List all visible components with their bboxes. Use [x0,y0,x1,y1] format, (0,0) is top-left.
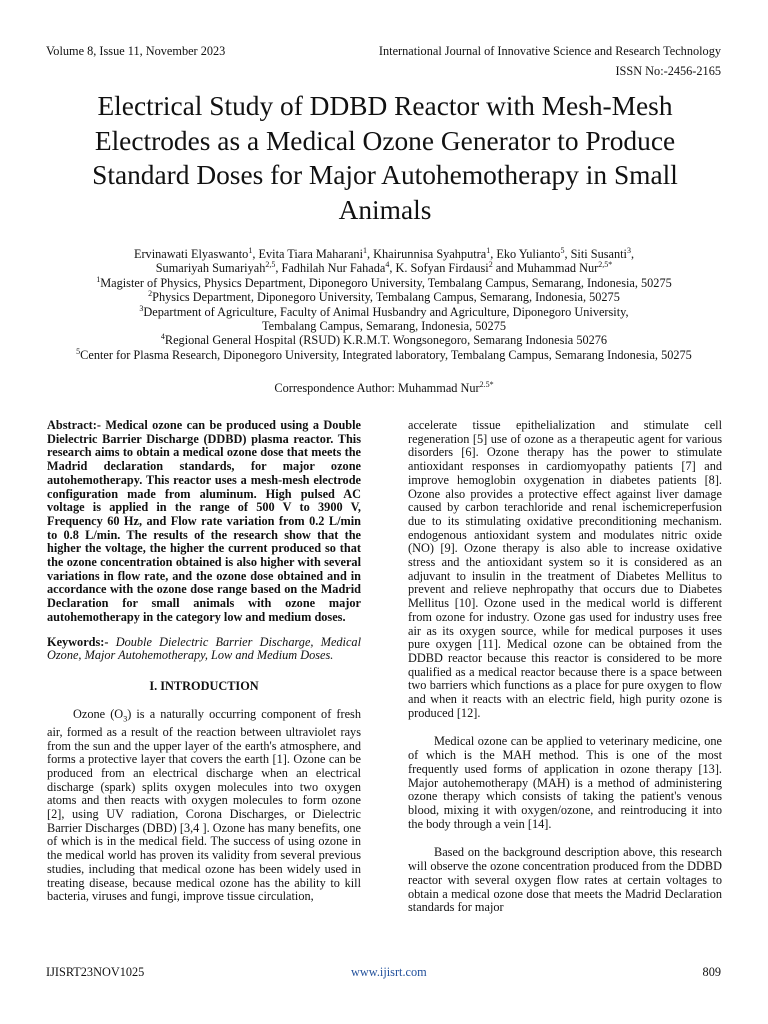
author-affiliation-mark: 5 [560,245,565,255]
issn-number: ISSN No:-2456-2165 [615,64,721,78]
journal-volume-info: Volume 8, Issue 11, November 2023 [46,44,226,58]
affiliation-mark: 5 [76,346,81,356]
page-number: 809 [702,965,721,979]
author-name: , Evita Tiara Maharani [252,247,363,261]
intro-text: ) is a naturally occurring component of fresh air, formed as a result of the reaction between ultraviolet rays from the sun and the upper layer of the earth's atmosphere, and forms a protective layer that covers the earth [1]. Ozone can be produced from an electrical discharge when an electrical discharge (spark) splits oxygen molecules into two oxygen atoms and then reacts with oxygen molecules to form ozone [2], using UV radiation, Corona Discharges, or Dielectric Barrier Discharges (DBD) [3,4 ]. Ozone has many benefits, one of which is in the medical field. The success of using ozone in the medical world has proven its validity from several previous studies, including that medical ozone has been widely used in treating disease, because medical ozone has the ability to kill bacteria, viruses and fungi, improve tissue circulation, [47,706,361,904]
author-affiliation-mark: 2 [488,260,493,270]
affiliation-5 [30,348,738,362]
body-paragraph: accelerate tissue epithelialization and stimulate cell regeneration [5] use of ozone as a therapeutic agent for various disorders [6]. Ozone therapy has the power to stimulate antioxidant responses in cardiomyopathy patients [7] and improve hemoglobin oxygenation in diabetes patients [8]. Ozone also provides a protective effect against liver damage caused by carbon terachloride and renal ischemicreperfusion due to its stimulating oxidative preconditioning mechanism. endogenous antioxidant system and modulates nitric oxide (NO) [9]. Ozone therapy is also able to increase oxidative stress and the antioxidant system so it is considered as an adjuvant to insulin in the treatment of Diabetes Mellitus to prevent and relieve nephropathy that occurs due to Diabetes Mellitus [10]. Ozone used in the medical world is different from ozone for industry. Ozone gas used for industry uses free air as its oxygen source, while for medical purposes it uses pure oxygen [11]. Medical ozone can be obtained from the DDBD reactor because this reactor is considered to be more qualified as a medical reactor because there is a space between two barriers which functions as a place for pure oxygen to flow and when it reacts with an electric field, high purity ozone is produced [12]. [408,418,722,720]
author-affiliation-mark: 2,5 [265,260,276,270]
paper-title: Electrical Study of DDBD Reactor with Mesh-Mesh Electrodes as a Medical Ozone Generator to Produce Standard Doses for Major Autohemotherapy in Small Animals [92,91,678,225]
affiliation-3 [30,305,738,319]
section-heading-introduction: I. INTRODUCTION [149,678,259,693]
keywords-label: Keywords:- [47,634,109,649]
affiliation-mark: 3 [139,303,144,313]
affiliation-text: Department of Agriculture, Faculty of Animal Husbandry and Agriculture, Diponegoro University, [143,304,629,319]
affiliation-mark: 1 [96,274,101,284]
author-name: , Fadhilah Nur Fahada [275,261,386,276]
author-name: and Muhammad Nur [492,261,599,276]
right-column [408,419,722,915]
affiliation-1 [30,276,738,290]
affiliation-text: Magister of Physics, Physics Department, Diponegoro University, Tembalang Campus, Semarang, Indonesia, 50275 [100,275,672,290]
author-affiliation-mark: 4 [385,260,390,270]
correspondence-text: Correspondence Author: Muhammad Nur [274,381,480,396]
author-name: Sumariyah Sumariyah [155,261,266,276]
author-line-2 [30,261,738,275]
author-block [30,247,738,396]
abstract: Abstract:- Medical ozone can be produced using a Double Dielectric Barrier Discharge (DDBD) plasma reactor. This research aims to obtain a medical ozone dose that meets the Madrid declaration standards, for major ozone autohemotherapy. This reactor uses a mesh-mesh electrode configuration made from aluminum. High pulsed AC voltage is applied in the range of 500 V to 3900 V, Frequency 60 Hz, and Flow rate variation from 0.2 L/min to 0.8 L/min. The results of the research show that the higher the voltage, the higher the current produced so that the ozone concentration obtained is also higher with several variations in flow rate, and the ozone dose obtained and in accordance with the ozone dose range based on the Madrid Declaration for small animals with ozone major autohemotherapy in the category low and medium doses. [47,418,361,624]
article-id: IJISRT23NOV1025 [46,965,145,979]
affiliation-mark: 4 [160,332,165,342]
journal-name: International Journal of Innovative Science and Research Technology [378,44,721,58]
left-column [47,419,361,904]
chemical-subscript: 3 [123,714,128,724]
author-affiliation-mark: 3 [626,245,631,255]
keywords [47,636,361,663]
author-name: , Eko Yulianto [490,247,561,261]
author-affiliation-mark: 1 [363,245,367,255]
author-name: , Khairunnisa Syahputra [367,247,487,261]
affiliation-text: Regional General Hospital (RSUD) K.R.M.T. Wongsonegoro, Semarang Indonesia 50276 [164,333,608,348]
body-paragraph: Based on the background description above, this research will observe the ozone concentration produced from the DDBD reactor with several oxygen flow rates at certain voltages to obtain a medical ozone dose that meets the Madrid Declaration standards for major [408,845,722,915]
affiliation-text: Center for Plasma Research, Diponegoro University, Integrated laboratory, Tembalang Campus, Semarang Indonesia, 50275 [80,347,692,362]
author-line-1: Ervinawati Elyaswanto$^1$, Evita Tiara Maharani$^1$, Khairunnisa Syahputra$^1$, Eko Yulianto$^5$, Siti Susanti$^3$, [133,245,635,261]
intro-text: Ozone (O [73,706,124,721]
affiliation-2 [30,290,738,304]
author-affiliation-mark: 2,5* [598,260,613,270]
affiliation-mark: 2 [148,289,153,299]
intro-paragraph [47,708,361,904]
body-paragraph: Medical ozone can be applied to veterinary medicine, one of which is the MAH method. This is one of the most frequently used forms of application in ozone therapy [13]. Major autohemotherapy (MAH) is a method of administering ozone therapy which consists of taking the patient's venous blood, mixing it with oxygen/ozone, and reintroducing it into the body through a vein [14]. [408,734,722,831]
correspondence-author [30,381,738,395]
author-name: Ervinawati Elyaswanto [133,247,249,261]
author-name: , Siti Susanti [564,247,627,261]
author-affiliation-mark: 1 [248,245,253,255]
affiliation-3-continued: Tembalang Campus, Semarang, Indonesia, 50275 [262,319,506,334]
affiliation-text: Physics Department, Diponegoro University, Tembalang Campus, Semarang, Indonesia, 50275 [152,290,620,305]
keywords-text: Double Dielectric Barrier Discharge, Medical Ozone, Major Autohemotherapy, Low and Medium Doses. [47,634,361,663]
correspondence-mark: 2.5* [479,380,494,390]
author-name: , K. Sofyan Firdausi [389,261,489,276]
journal-website-link[interactable]: www.ijisrt.com [351,965,427,979]
affiliation-4 [30,333,738,347]
author-affiliation-mark: 1 [486,245,491,255]
